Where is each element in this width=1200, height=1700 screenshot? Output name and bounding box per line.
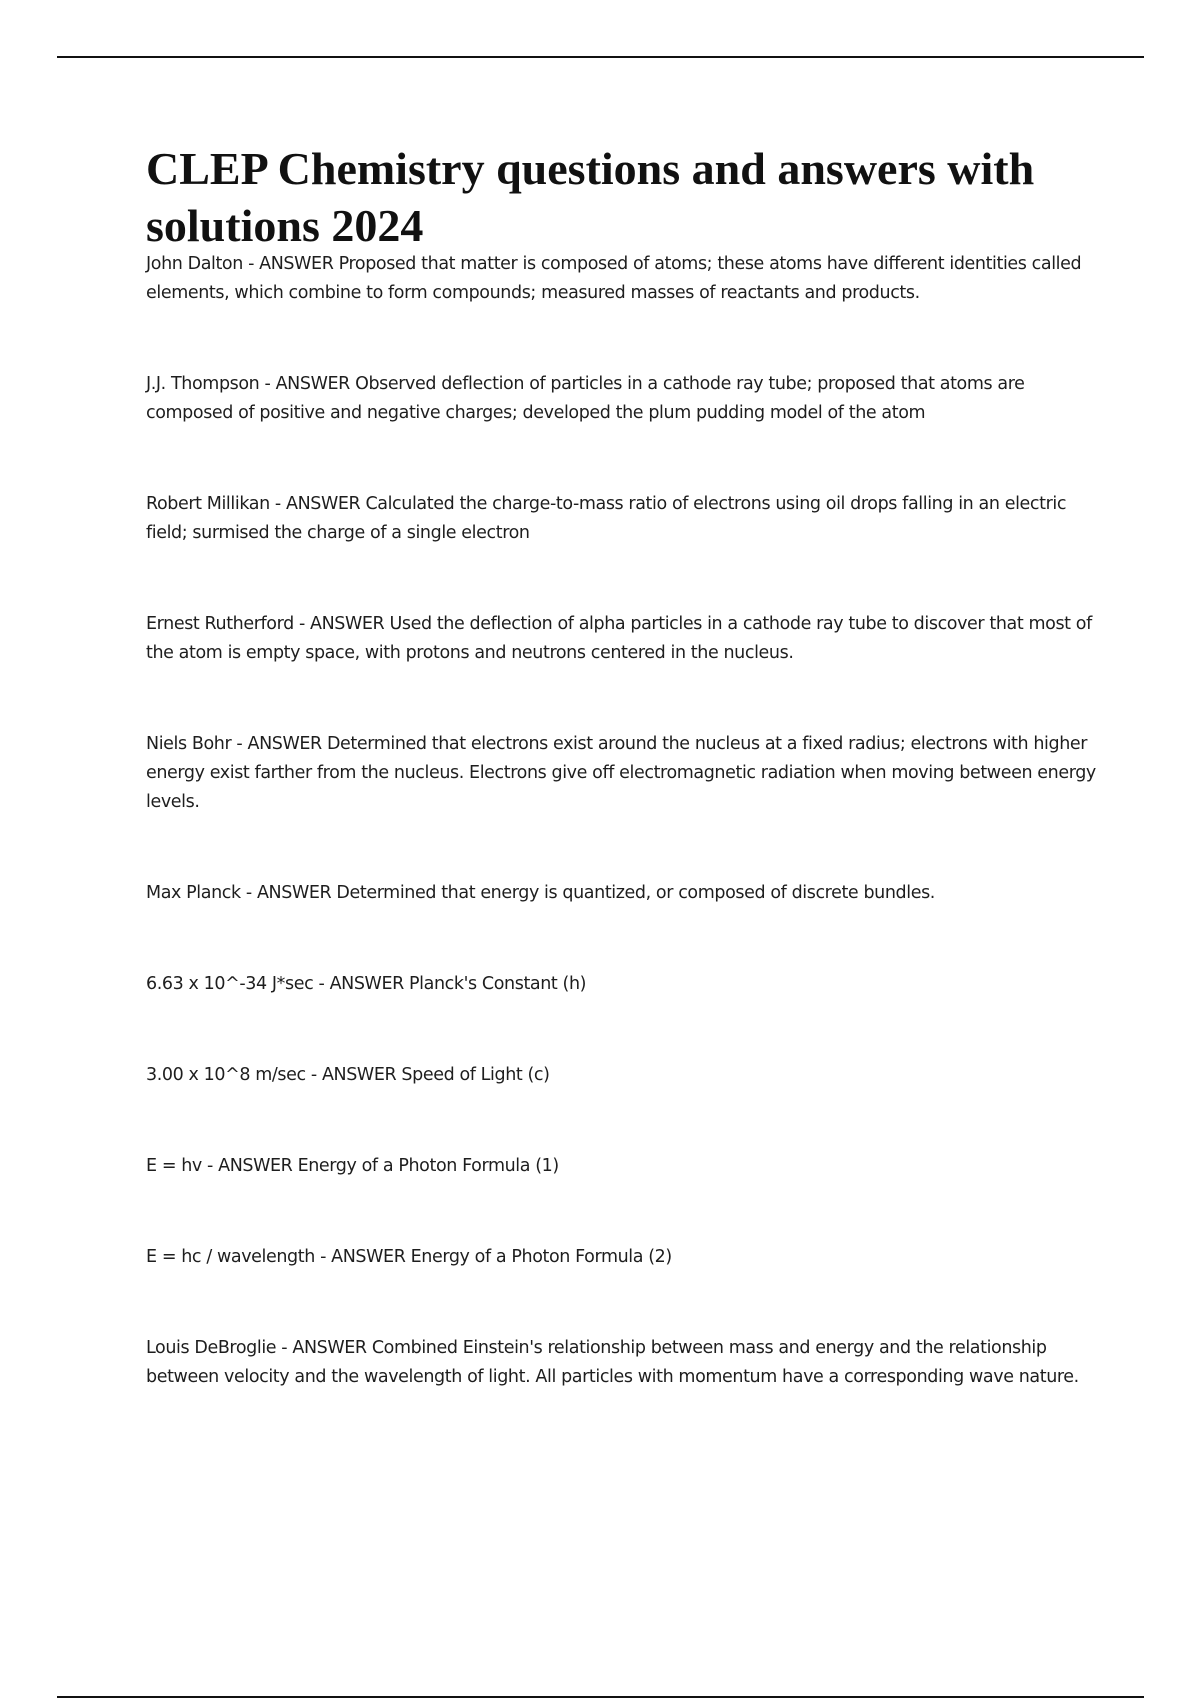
- qa-item-thompson: J.J. Thompson - ANSWER Observed deflection of particles in a cathode ray tube; proposed that atoms are composed of positive and negative charges; developed the plum pudding model of the atom: [146, 374, 1025, 423]
- qa-item-debroglie: Louis DeBroglie - ANSWER Combined Einstein's relationship between mass and energy and the relationship between velocity and the wavelength of light. All particles with momentum have a corresponding wave nature.: [146, 1338, 1079, 1387]
- qa-item-photon-energy-2: E = hc / wavelength - ANSWER Energy of a Photon Formula (2): [146, 1247, 672, 1267]
- qa-item-rutherford: Ernest Rutherford - ANSWER Used the deflection of alpha particles in a cathode ray tube to discover that most of the atom is empty space, with protons and neutrons centered in the nucleus.: [146, 614, 1092, 663]
- qa-item-bohr: Niels Bohr - ANSWER Determined that electrons exist around the nucleus at a fixed radius; electrons with higher energy exist farther from the nucleus. Electrons give off electromagnetic radiation when moving between energy levels.: [146, 734, 1096, 812]
- qa-item-dalton: John Dalton - ANSWER Proposed that matter is composed of atoms; these atoms have different identities called elements, which combine to form compounds; measured masses of reactants and products.: [146, 254, 1082, 303]
- qa-item-plancks-constant: 6.63 x 10^-34 J*sec - ANSWER Planck's Constant (h): [146, 974, 587, 994]
- qa-item-planck: Max Planck - ANSWER Determined that energy is quantized, or composed of discrete bundles.: [146, 883, 935, 903]
- document-body: [146, 140, 1106, 1392]
- qa-item-photon-energy-1: E = hv - ANSWER Energy of a Photon Formula (1): [146, 1156, 559, 1176]
- footer-rule: [57, 1696, 1144, 1698]
- header-rule: [57, 56, 1144, 58]
- qa-item-speed-of-light: 3.00 x 10^8 m/sec - ANSWER Speed of Light (c): [146, 1065, 550, 1085]
- document-title: CLEP Chemistry questions and answers with solutions 2024: [146, 143, 1035, 251]
- qa-list: [146, 250, 1106, 1392]
- qa-item-millikan: Robert Millikan - ANSWER Calculated the charge-to-mass ratio of electrons using oil drops falling in an electric field; surmised the charge of a single electron: [146, 494, 1067, 543]
